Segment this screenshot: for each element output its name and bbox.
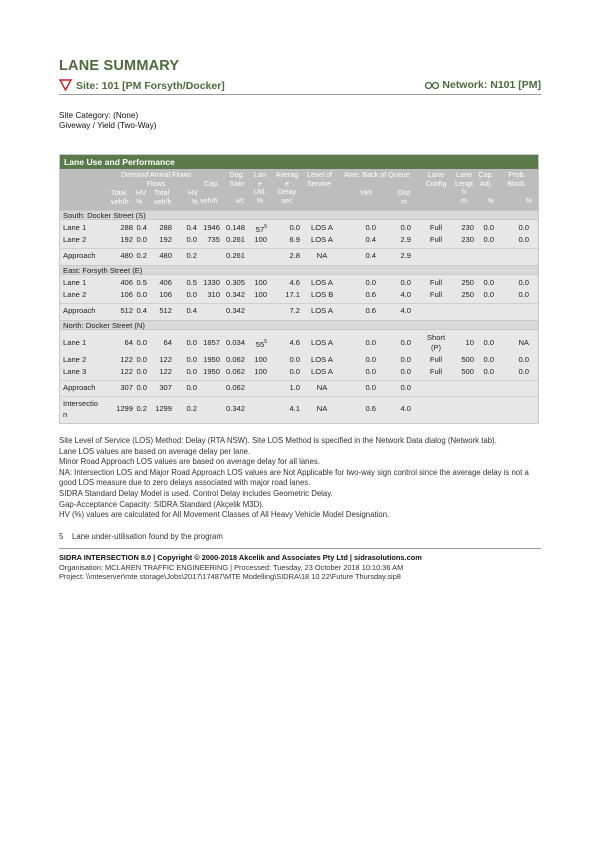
footnote-marker: 5 xyxy=(264,339,267,345)
intersection-cell: 0.2 xyxy=(136,404,147,413)
table-cell: 230 xyxy=(461,235,474,244)
intersection-cell: 1299 xyxy=(116,404,133,413)
table-cell: 0.0 xyxy=(136,355,147,364)
table-cell: 406 xyxy=(120,278,133,287)
header-cap-unit: veh/h xyxy=(200,196,218,205)
table-cell: 0.0 xyxy=(400,367,411,376)
header-delay: Averag e Delay sec xyxy=(275,170,299,205)
table-cell: 288 xyxy=(120,223,133,232)
approach-cell: 0.2 xyxy=(186,251,197,260)
table-cell: LOS A xyxy=(311,235,333,244)
site-name: Site: 101 [PM Forsyth/Docker] xyxy=(76,80,225,92)
table-cell: 0.0 xyxy=(289,367,300,376)
approach-cell: 307 xyxy=(159,383,172,392)
table-cell: 106 xyxy=(159,290,172,299)
table-cell: LOS A xyxy=(311,338,333,347)
table-cell: 1946 xyxy=(203,223,220,232)
lane-performance-table xyxy=(59,154,539,424)
header-cap-adj: Cap. Adj. xyxy=(478,170,494,188)
table-cell: 1857 xyxy=(203,338,220,347)
header-deg-unit: v/c xyxy=(235,196,245,205)
row-divider xyxy=(60,396,538,397)
lane-label: Lane 1 xyxy=(63,338,87,347)
header-lane-util: Lan e Util. % xyxy=(253,170,267,205)
intersection-cell: 4.1 xyxy=(289,404,300,413)
footnote xyxy=(59,532,223,541)
table-cell: 0.0 xyxy=(518,367,529,376)
table-cell: 100 xyxy=(254,290,267,299)
table-cell: 0.0 xyxy=(289,355,300,364)
table-cell: 0.0 xyxy=(518,355,529,364)
page-title: LANE SUMMARY xyxy=(59,58,180,74)
table-cell: 64 xyxy=(163,338,172,347)
network-name: Network: N101 [PM] xyxy=(442,79,541,91)
table-cell: 100 xyxy=(254,367,267,376)
approach-cell: 2.8 xyxy=(289,251,300,260)
table-cell: 0.062 xyxy=(225,367,245,376)
table-cell: 0.0 xyxy=(136,367,147,376)
intersection-cell: 0.6 xyxy=(365,404,376,413)
table-cell: 230 xyxy=(461,223,474,232)
approach-cell: 480 xyxy=(120,251,133,260)
header-prob-block: Prob. Block. xyxy=(507,170,527,188)
site-category: Site Category: (None) xyxy=(59,111,139,120)
table-cell: 106 xyxy=(120,290,133,299)
table-cell: 0.0 xyxy=(289,223,300,232)
lane-util-cell xyxy=(256,338,267,349)
table-cell: 1950 xyxy=(203,355,220,364)
header-total-2: Total veh/h xyxy=(154,188,172,206)
table-cell: 4.6 xyxy=(289,338,300,347)
approach-cell: 0.062 xyxy=(225,383,245,392)
footnote-number: 5 xyxy=(59,532,64,541)
table-cell: 10 xyxy=(465,338,474,347)
table-cell: 0.0 xyxy=(365,278,376,287)
approach-label: Approach xyxy=(63,383,96,392)
intersection-cell: 4.0 xyxy=(400,404,411,413)
lane-label: Lane 3 xyxy=(63,367,87,376)
table-cell: 17.1 xyxy=(285,290,300,299)
intersection-label: n xyxy=(63,410,68,419)
approach-cell: 480 xyxy=(159,251,172,260)
approach-cell: 1.0 xyxy=(289,383,300,392)
table-cell: 0.0 xyxy=(483,290,494,299)
footer-copyright: SIDRA INTERSECTION 8.0 | Copyright © 2000-2018 Akcelik and Associates Pty Ltd | sidrasolutions.com xyxy=(59,553,422,562)
table-cell: 0.5 xyxy=(186,278,197,287)
table-cell: 0.0 xyxy=(483,355,494,364)
header-cap: Cap. xyxy=(204,179,220,188)
row-divider xyxy=(60,380,538,381)
table-cell: LOS A xyxy=(311,367,333,376)
table-cell: 0.062 xyxy=(225,355,245,364)
table-cell: 6.9 xyxy=(289,235,300,244)
section-title: North: Docker Street (N) xyxy=(63,321,145,330)
table-cell: 0.261 xyxy=(225,235,245,244)
table-cell: 0.0 xyxy=(518,290,529,299)
table-cell: 0.0 xyxy=(518,235,529,244)
table-cell: Full xyxy=(429,355,443,364)
lane-label: Lane 1 xyxy=(63,278,87,287)
table-cell: 192 xyxy=(159,235,172,244)
table-cell: 406 xyxy=(159,278,172,287)
row-divider xyxy=(60,303,538,304)
table-cell: 288 xyxy=(159,223,172,232)
table-cell: 1950 xyxy=(203,367,220,376)
section-title: South: Docker Street (S) xyxy=(63,211,146,220)
header-los: Level of Service xyxy=(307,170,333,188)
note: Lane LOS values are based on average delay per lane. xyxy=(59,446,251,456)
table-cell: 0.0 xyxy=(365,367,376,376)
intersection-label: Intersectio xyxy=(63,399,99,408)
row-divider xyxy=(60,248,538,249)
lane-config-cell: (P) xyxy=(430,343,442,352)
approach-cell: 0.261 xyxy=(225,251,245,260)
table-cell: 0.0 xyxy=(186,367,197,376)
lane-util-cell xyxy=(256,223,267,234)
intersection-cell: 0.2 xyxy=(186,404,197,413)
table-cell: 0.0 xyxy=(483,223,494,232)
table-cell: 735 xyxy=(207,235,220,244)
lane-label: Lane 1 xyxy=(63,223,87,232)
table-cell: 64 xyxy=(124,338,133,347)
table-cell: 0.0 xyxy=(518,278,529,287)
table-cell: 1330 xyxy=(203,278,220,287)
table-cell: 0.0 xyxy=(400,278,411,287)
table-cell: LOS A xyxy=(311,223,333,232)
table-cell: 0.148 xyxy=(225,223,245,232)
table-cell: 0.4 xyxy=(365,235,376,244)
table-cell: 0.0 xyxy=(365,338,376,347)
section-title: East: Forsyth Street (E) xyxy=(63,266,143,275)
table-cell: 122 xyxy=(120,355,133,364)
header-veh: Veh xyxy=(360,188,373,197)
intersection-cell: NA xyxy=(316,404,328,413)
table-cell: 250 xyxy=(461,290,474,299)
footnote-marker: 5 xyxy=(264,224,267,230)
table-cell: 500 xyxy=(461,355,474,364)
table-heading: Lane Use and Performance xyxy=(60,155,538,169)
approach-cell: 0.2 xyxy=(136,251,147,260)
header-config: Lane Config xyxy=(425,170,447,188)
table-cell: 0.4 xyxy=(136,223,147,232)
table-cell: 0.4 xyxy=(186,223,197,232)
table-cell: 122 xyxy=(120,367,133,376)
table-cell: 0.305 xyxy=(225,278,245,287)
note: SIDRA Standard Delay Model is used. Control Delay includes Geometric Delay. xyxy=(59,488,333,498)
table-cell: LOS A xyxy=(311,278,333,287)
note: Minor Road Approach LOS values are based on average delay for all lanes. xyxy=(59,457,320,467)
table-cell: 0.0 xyxy=(483,367,494,376)
table-cell: 122 xyxy=(159,367,172,376)
table-cell: 122 xyxy=(159,355,172,364)
header-hv-2: HV % xyxy=(188,188,198,206)
approach-cell: 2.9 xyxy=(400,251,411,260)
table-cell: LOS A xyxy=(311,355,333,364)
table-cell: Full xyxy=(429,367,443,376)
approach-label: Approach xyxy=(63,306,96,315)
table-cell: 0.0 xyxy=(136,290,147,299)
header-queue: Aver. Back of Queue xyxy=(344,170,410,179)
footer-project: Project: \\mteserver\mte storage\Jobs\2017\17487\MTE Modelling\SIDRA\18 10 22\Future Thursday.sip8 xyxy=(59,572,401,581)
triangle-icon xyxy=(59,79,72,91)
header-dist: Dist m xyxy=(397,188,411,206)
footnote-text: Lane under-utilisation found by the program xyxy=(72,532,223,541)
table-cell: 250 xyxy=(461,278,474,287)
header-prob-unit: % xyxy=(525,196,532,205)
table-cell: 0.0 xyxy=(483,235,494,244)
intersection-cell: 1299 xyxy=(155,404,172,413)
table-cell: 0.5 xyxy=(136,278,147,287)
header-length: Lane Lengt h m xyxy=(455,170,473,205)
section-header xyxy=(60,265,538,275)
approach-cell: 0.0 xyxy=(365,383,376,392)
table-cell: Full xyxy=(429,223,443,232)
table-cell: 0.0 xyxy=(186,338,197,347)
approach-cell: 7.2 xyxy=(289,306,300,315)
footer-organisation: Organisation: MCLAREN TRAFFIC ENGINEERING | Processed: Tuesday, 23 October 2018 10:10:36 AM xyxy=(59,563,404,572)
table-cell: 0.0 xyxy=(186,290,197,299)
intersection-cell: 0.342 xyxy=(225,404,245,413)
approach-cell: 0.6 xyxy=(365,306,376,315)
table-cell: 100 xyxy=(254,235,267,244)
header-hv-1: HV % xyxy=(136,188,146,206)
table-cell: 0.342 xyxy=(225,290,245,299)
approach-cell: NA xyxy=(316,383,328,392)
header-deg-satn: Deg. Satn xyxy=(229,170,245,188)
table-cell: 0.6 xyxy=(365,290,376,299)
approach-cell: 0.342 xyxy=(225,306,245,315)
approach-cell: 0.0 xyxy=(136,383,147,392)
table-cell: 4.0 xyxy=(400,290,411,299)
table-cell: 0.0 xyxy=(365,223,376,232)
approach-cell: NA xyxy=(316,251,328,260)
lane-config-cell: Short xyxy=(426,333,446,342)
table-cell: 0.0 xyxy=(400,355,411,364)
table-cell: 100 xyxy=(254,278,267,287)
table-cell: 0.0 xyxy=(483,338,494,347)
table-cell: LOS B xyxy=(311,290,334,299)
network-icon xyxy=(425,81,439,90)
table-cell: 0.0 xyxy=(483,278,494,287)
approach-cell: 512 xyxy=(120,306,133,315)
note: Site Level of Service (LOS) Method: Delay (RTA NSW). Site LOS Method is specified in the Network Data dialog (Network tab). xyxy=(59,436,497,445)
approach-cell: 0.4 xyxy=(136,306,147,315)
table-cell: 0.0 xyxy=(518,223,529,232)
approach-cell: LOS A xyxy=(311,306,333,315)
lane-label: Lane 2 xyxy=(63,355,87,364)
approach-label: Approach xyxy=(63,251,96,260)
table-cell: Full xyxy=(429,235,443,244)
table-cell: 4.6 xyxy=(289,278,300,287)
header-demand: Demand Arrival Flows Flows xyxy=(121,170,191,188)
table-cell: 0.0 xyxy=(136,235,147,244)
table-cell: 100 xyxy=(254,355,267,364)
footer-divider xyxy=(59,548,541,549)
approach-cell: 512 xyxy=(159,306,172,315)
table-cell: 310 xyxy=(207,290,220,299)
notes xyxy=(59,436,544,521)
approach-cell: 0.0 xyxy=(400,383,411,392)
lane-util-value: 57 xyxy=(255,225,265,234)
table-cell: 0.0 xyxy=(186,355,197,364)
note: HV (%) values are calculated for All Movement Classes of All Heavy Vehicle Model Designation. xyxy=(59,510,390,520)
network-label xyxy=(425,79,541,91)
site-header xyxy=(59,78,541,95)
section-header xyxy=(60,210,538,220)
table-cell: 0.0 xyxy=(136,338,147,347)
section-header xyxy=(60,320,538,330)
table-cell: 0.034 xyxy=(225,338,245,347)
approach-cell: 4.0 xyxy=(400,306,411,315)
table-cell: 192 xyxy=(120,235,133,244)
approach-cell: 0.0 xyxy=(186,383,197,392)
table-cell: 0.0 xyxy=(186,235,197,244)
table-cell: NA xyxy=(518,338,529,347)
approach-cell: 0.4 xyxy=(365,251,376,260)
table-cell: 2.9 xyxy=(400,235,411,244)
control-type: Giveway / Yield (Two-Way) xyxy=(59,121,157,130)
approach-cell: 0.4 xyxy=(186,306,197,315)
table-cell: 0.0 xyxy=(400,223,411,232)
approach-cell: 307 xyxy=(120,383,133,392)
note: Gap-Acceptance Capacity: SIDRA Standard (Akçelik M3D). xyxy=(59,499,264,509)
header-total-1: Total veh/h xyxy=(111,188,129,206)
note: NA: Intersection LOS and Major Road Approach LOS values are Not Applicable for two-way sign control since the average delay is not a good LOS measure due to zero delays associated with major road lanes. xyxy=(59,467,529,488)
column-headers xyxy=(60,169,538,210)
table-cell: 500 xyxy=(461,367,474,376)
table-cell: 0.0 xyxy=(400,338,411,347)
lane-label: Lane 2 xyxy=(63,290,87,299)
table-cell: Full xyxy=(429,278,443,287)
lane-label: Lane 2 xyxy=(63,235,87,244)
table-cell: 0.0 xyxy=(365,355,376,364)
header-cap-adj-unit: % xyxy=(487,196,495,205)
lane-util-value: 55 xyxy=(255,340,265,349)
table-cell: Full xyxy=(429,290,443,299)
